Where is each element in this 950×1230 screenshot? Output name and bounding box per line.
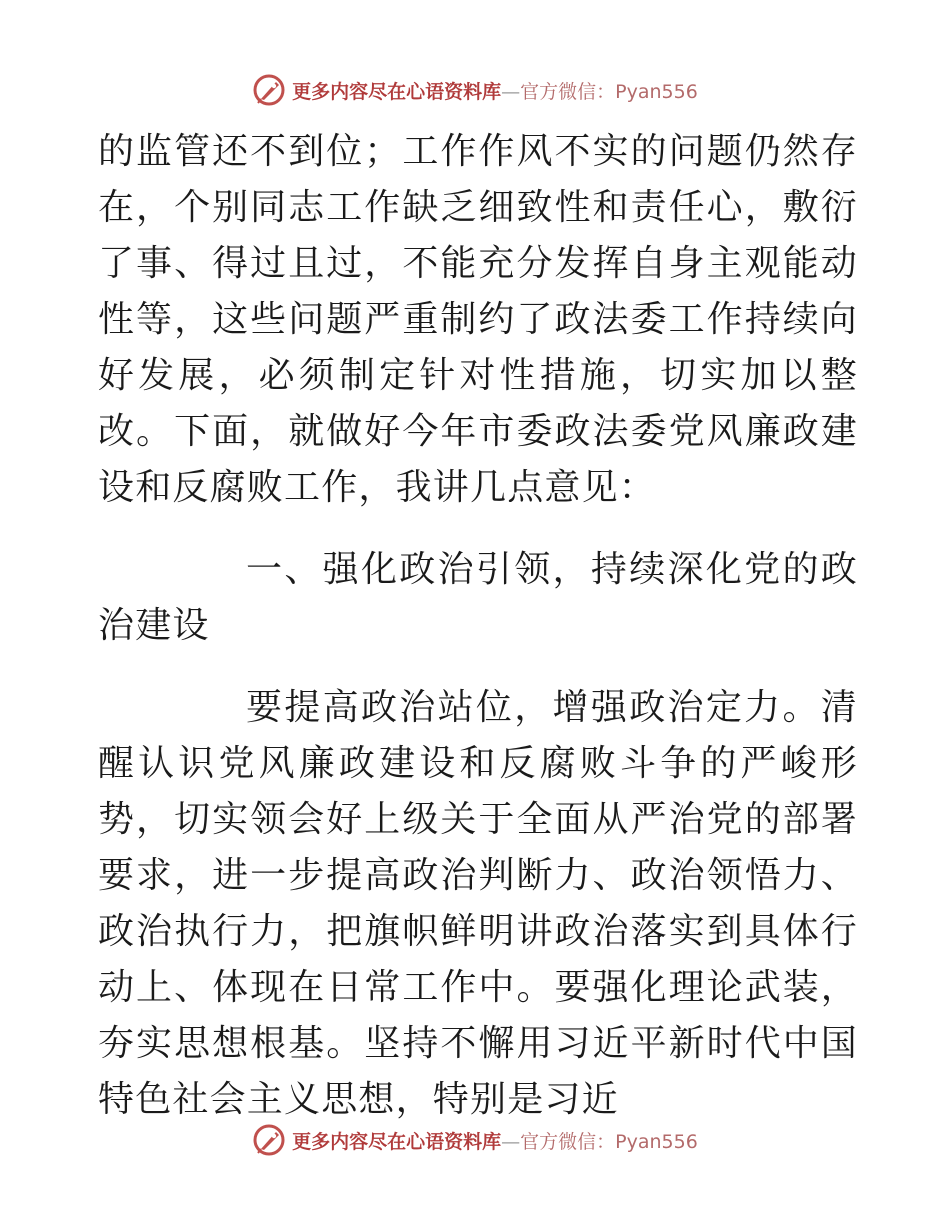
wechat-id: 官方微信：Pyan556 [520,1130,698,1153]
wechat-id: 官方微信：Pyan556 [520,80,698,103]
quill-logo-icon [252,73,286,107]
banner-dash: — [501,80,521,103]
paragraph-intro: 的监管还不到位；工作作风不实的问题仍然存在，个别同志工作缺乏细致性和责任心，敷衍了事、得过且过，不能充分发挥自身主观能动性等，这些问题严重制约了政法委工作持续向好发展，必须制定针对性措施，切实加以整改。下面，就做好今年市委政法委党风廉政建设和反腐败工作，我讲几点意见： [98,131,858,508]
library-name: 更多内容尽在心语资料库 [292,1130,502,1153]
paragraph-political-standing: 要提高政治站位，增强政治定力。清醒认识党风廉政建设和反腐败斗争的严峻形势，切实领会好上级关于全面从严治党的部署要求，进一步提高政治判断力、政治领悟力、政治执行力，把旗帜鲜明讲政治落实到具体行动上、体现在日常工作中。要强化理论武装，夯实思想根基。坚持不懈用习近平新时代中国特色社会主义思想，特别是习近 [98,687,858,1120]
document-body [98,124,858,1128]
banner-text [292,1127,698,1154]
library-name: 更多内容尽在心语资料库 [292,80,502,103]
header-banner [0,70,950,110]
banner-text [292,77,698,104]
banner-dash: — [501,1130,521,1153]
section-heading-1: 一、强化政治引领，持续深化党的政治建设 [98,549,858,646]
footer-banner [0,1120,950,1160]
quill-logo-icon [252,1123,286,1157]
